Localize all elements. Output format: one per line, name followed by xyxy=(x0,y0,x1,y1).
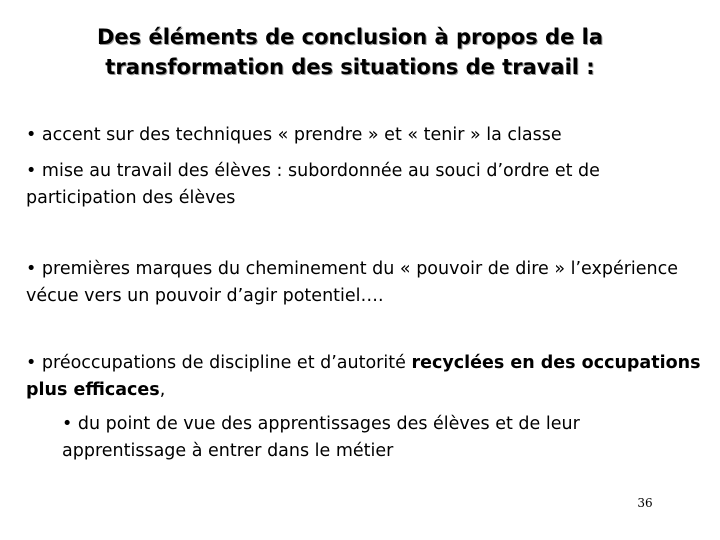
sub-bullet-item xyxy=(62,411,692,465)
bullet-marker: • xyxy=(26,259,37,279)
bullet-text: mise au travail des élèves : subordonnée au souci d’ordre et de participation des élèves xyxy=(26,161,600,208)
slide-title-line-2: transformation des situations de travail : xyxy=(105,55,595,79)
page-number: 36 xyxy=(637,496,653,510)
bullet-item xyxy=(26,122,706,149)
bullet-text: premières marques du cheminement du « pouvoir de dire » l’expérience vécue vers un pouvoir d’agir potentiel…. xyxy=(26,259,679,306)
bullet-marker: • xyxy=(62,414,73,434)
bullet-marker: • xyxy=(26,161,37,181)
slide-title-line-1: Des éléments de conclusion à propos de la xyxy=(96,25,603,49)
bullet-text: du point de vue des apprentissages des élèves et de leur apprentissage à entrer dans le métier xyxy=(62,414,580,461)
bullet-text-emphasis: recyclées en des occupations plus efficaces xyxy=(26,353,701,400)
bullet-item xyxy=(26,158,706,212)
bullet-marker: • xyxy=(26,125,37,145)
bullet-item xyxy=(26,256,706,310)
bullet-marker: • xyxy=(26,353,37,373)
bullet-item xyxy=(26,350,706,404)
bullet-text-trailing: , xyxy=(159,380,166,400)
bullet-text: préoccupations de discipline et d’autorité xyxy=(41,353,406,373)
bullet-text: accent sur des techniques « prendre » et « tenir » la classe xyxy=(41,125,562,145)
slide-title xyxy=(40,22,660,82)
